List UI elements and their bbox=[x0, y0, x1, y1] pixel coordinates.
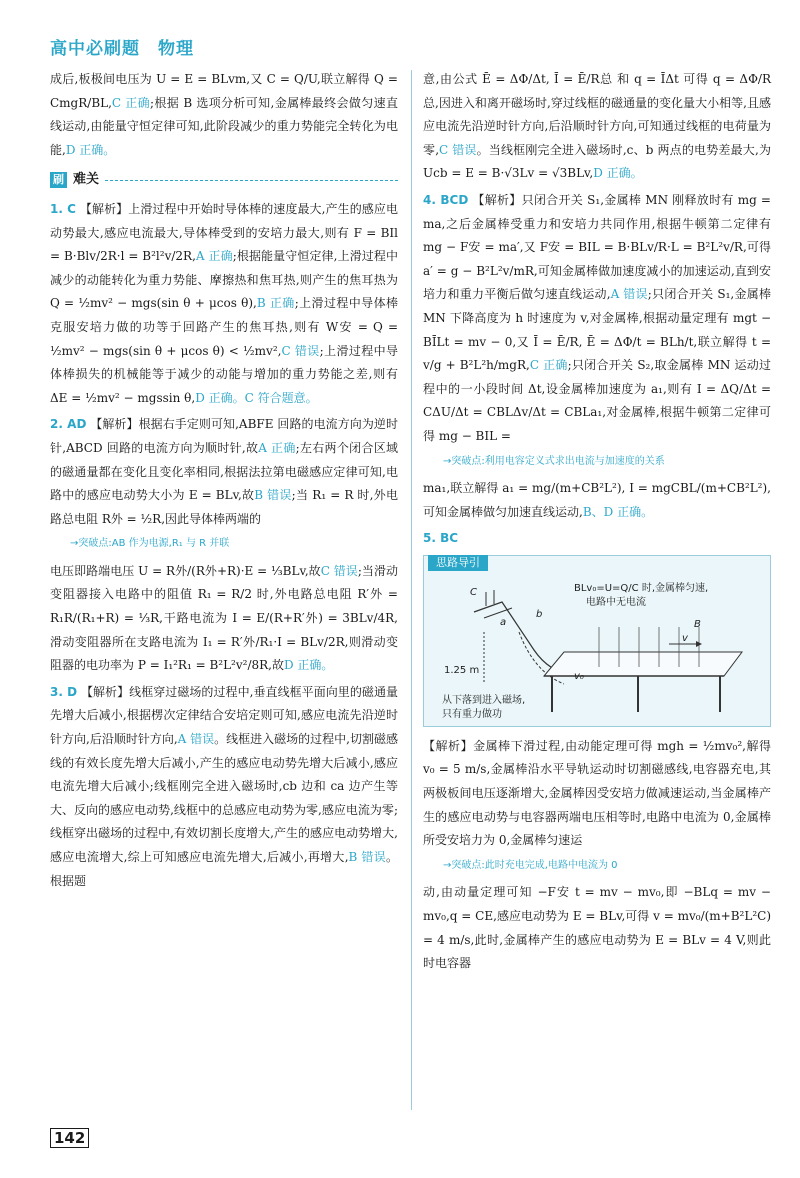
capacitor-label: C bbox=[470, 586, 477, 598]
text: 。当线框刚完全进入磁场时,c、b 两点的电势差最大,为 Ucb = E = B·√3Lv = √3BLv, bbox=[423, 142, 771, 181]
answer-mark: B、D 正确。 bbox=[582, 504, 654, 519]
question-number: 1. C bbox=[50, 201, 76, 216]
guide-title: 思路导引 bbox=[428, 555, 488, 571]
section-rule bbox=[105, 180, 398, 181]
answer-mark: A 错误 bbox=[610, 287, 648, 302]
question-number: 3. D bbox=[50, 684, 78, 699]
answer-mark: A 正确 bbox=[195, 249, 233, 264]
question-3 bbox=[50, 681, 398, 893]
thinking-guide-figure bbox=[423, 555, 771, 727]
question-5-cont bbox=[423, 881, 771, 975]
page-number: 142 bbox=[50, 1128, 89, 1148]
breakthrough-note: → 突破点:此时充电完成,电路中电流为 0 bbox=[443, 854, 771, 878]
breakthrough-note: → 突破点:利用电容定义式求出电流与加速度的关系 bbox=[443, 450, 771, 474]
answer-mark: D 正确。 bbox=[593, 166, 643, 181]
answer-mark: C 正确 bbox=[111, 95, 151, 110]
text: ;左右两个闭合区域的磁通量都在变化且变化率相同,根据法拉第电磁感应定律可知,电路中的感应电动势大小为 E = BLv,故 bbox=[50, 440, 398, 503]
text: 【解析】上滑过程中开始时导体棒的速度最大,产生的感应电动势最大,感应电流最大,导体棒受到的安培力最大,则有 F = BIl = B·Blv/2R·l = B²l²v/2R, bbox=[50, 201, 398, 264]
text: 动,由动量定理可知 −F安 t = mv − mv₀,即 −BLq = mv − mv₀,q = CE,感应电动势为 E = BLv,可得 v = mv₀/(m+B²L²C) = 4 m/s,此时,金属棒产生的感应电动势为 E = BLv = 4 V,则此时电容器 bbox=[423, 885, 771, 971]
text: 成后,板极间电压为 U = E = BLvm,又 C = Q/U,联立解得 Q = CmgR/BL, bbox=[50, 72, 398, 110]
breakthrough-note: → 突破点:AB 作为电源,R₁ 与 R 并联 bbox=[70, 532, 398, 556]
text: ;上滑过程中导体棒克服安培力做的功等于回路产生的焦耳热,则有 W安 = Q = ½mv² − mgs(sin θ + μcos θ) < ½mv², bbox=[50, 296, 398, 358]
question-2-cont bbox=[50, 560, 398, 678]
left-column bbox=[50, 68, 398, 896]
question-5 bbox=[423, 735, 771, 853]
guide-annotation: 从下落到进入磁场, bbox=[442, 694, 526, 706]
text: 意,由公式 Ē = ΔΦ/Δt, Ī = Ē/R总 和 q = ĪΔt 可得 q = ΔΦ/R总,因进入和离开磁场时,穿过线框的磁通量的变化量大小相等,且感应电流先沿逆时针方向,后沿顺时针方向,可知通过线框的电荷量为零, bbox=[423, 72, 771, 157]
field-label: B bbox=[694, 618, 701, 630]
column-divider bbox=[411, 70, 412, 1110]
guide-annotation: BLv₀=U=Q/C 时,金属棒匀速, bbox=[574, 582, 709, 594]
question-1 bbox=[50, 198, 398, 410]
text: 【解析】金属棒下滑过程,由动能定理可得 mgh = ½mv₀²,解得 v₀ = 5 m/s,金属棒沿水平导轨运动时切割磁感线,电容器充电,其两极板间电压逐渐增大,金属棒因受安培力做减速运动,当金属棒产生的感应电动势与电容器两端电压相等时,电路中电流为 0,金属棒所受安培力为 0,金属棒匀速运 bbox=[423, 738, 771, 848]
text: ;当滑动变阻器接入电路中的阻值 R₁ = R/2 时,外电路总电阻 R′外 = R₁R/(R₁+R) = ⅓R,干路电流为 I = E/(R+R′外) = 3BLv/4R,滑动变阻器所在支路电流为 I₁ = R′外/R₁·I = BLv/2R,则滑动变阻器的电功率为 P = I₁²R₁ = B²L²v²/8R,故 bbox=[50, 563, 399, 673]
text: ma₁,联立解得 a₁ = mg/(m+CB²L²), I = mgCBL/(m+CB²L²),可知金属棒做匀加速直线运动, bbox=[423, 481, 771, 519]
section-hard bbox=[50, 168, 398, 192]
text: 【解析】只闭合开关 S₁,金属棒 MN 刚释放时有 mg = ma,之后金属棒受重力和安培力共同作用,根据牛顿第二定律有 mg − F安 = ma′,又 F安 = BIL = B·BLv/R·L = B²L²v/R,可得 a′ = g − B²L²v/mR,可知金属棒做加速度减小的加速运动,直到安培力和重力平衡后做匀速直线运动, bbox=[423, 192, 771, 302]
text: ;只闭合开关 S₂,取金属棒 MN 运动过程中的一小段时间 Δt,设金属棒加速度为 a₁,则有 I = ΔQ/Δt = CΔU/Δt = CBLΔv/Δt = CBLa₁,对金属棒,根据牛顿第二定律可得 mg − BIL = bbox=[423, 358, 771, 443]
answer-mark: B 错误 bbox=[254, 488, 292, 503]
text: ;根据 B 选项分析可知,金属棒最终会做匀速直线运动,由能量守恒定律可知,此阶段减少的重力势能完全转化为电能, bbox=[50, 95, 398, 157]
question-number: 4. BCD bbox=[423, 192, 469, 207]
question-number: 5. BC bbox=[423, 531, 459, 546]
text: 。线框进入磁场的过程中,切割磁感线的有效长度先增大后减小,产生的感应电动势先增大后减小,感应电流先增大后减小;线框刚完全进入磁场时,cb 边和 ca 边产生等大、反向的感应电动势,线框中的总感应电动势为零,感应电流为零;线框穿出磁场的过程中,有效切割长度增大,产生的感应电动势增大,感应电流增大,综上可知感应电流先增大,后减小,再增大, bbox=[50, 732, 398, 864]
answer-mark: D 正确。 bbox=[65, 142, 116, 157]
paragraph-continued bbox=[50, 68, 398, 162]
answer-mark: B 错误 bbox=[348, 850, 386, 864]
answer-mark: B 正确 bbox=[256, 296, 295, 311]
answer-mark: C 错误 bbox=[439, 142, 477, 157]
answer-mark: D 正确。 bbox=[284, 658, 334, 673]
question-4-cont bbox=[423, 477, 771, 524]
text: 【解析】线框穿过磁场的过程中,垂直线框平面向里的磁通量先增大后减小,根据楞次定律结合安培定则可知,感应电流先沿逆时针方向,后沿顺时针方向, bbox=[50, 684, 398, 747]
velocity-label: v bbox=[682, 632, 688, 644]
question-3-cont bbox=[423, 68, 771, 186]
section-badge: 刷 bbox=[50, 172, 67, 188]
point-b-label: b bbox=[536, 608, 543, 620]
answer-mark: C 错误 bbox=[281, 343, 320, 358]
text: ;根据能量守恒定律,上滑过程中减少的动能转化为重力势能、摩擦热和焦耳热,则产生的焦耳热为 Q = ½mv² − mgs(sin θ + μcos θ), bbox=[50, 249, 399, 311]
point-a-label: a bbox=[500, 616, 507, 628]
answer-mark: D 正确。C 符合题意。 bbox=[195, 390, 318, 405]
answer-mark: A 正确 bbox=[258, 440, 296, 455]
text: ;上滑过程中导体棒损失的机械能等于减少的动能与增加的重力势能之差,则有 ΔE = ½mv² − mgssin θ, bbox=[50, 343, 399, 405]
page-header-title: 高中必刷题 物理 bbox=[50, 39, 194, 59]
text: 电压即路端电压 U = R外/(R外+R)·E = ⅓BLv,故 bbox=[50, 563, 321, 578]
section-label: 难关 bbox=[73, 172, 100, 188]
height-label: 1.25 m bbox=[444, 664, 480, 676]
right-column bbox=[423, 68, 771, 979]
initial-velocity-label: v₀ bbox=[574, 670, 584, 682]
text: ;只闭合开关 S₁,金属棒 MN 下降高度为 h 时速度为 v,对金属棒,根据动量定理有 mgt − BĪLt = mv − 0,又 Ī = Ē/R, Ē = ΔΦ/t = BLh/t,联立解得 t = v/g + B²L²h/mgR, bbox=[423, 287, 771, 373]
text: 。根据题 bbox=[50, 850, 399, 888]
answer-mark: A 错误 bbox=[177, 732, 215, 747]
question-2 bbox=[50, 413, 398, 531]
question-number: 2. AD bbox=[50, 417, 87, 432]
guide-annotation: 只有重力做功 bbox=[442, 708, 502, 720]
question-4 bbox=[423, 189, 771, 449]
answer-mark: C 正确 bbox=[529, 358, 568, 373]
question-5-heading bbox=[423, 527, 771, 551]
text: ;当 R₁ = R 时,外电路总电阻 R外 = ½R,因此导体棒两端的 bbox=[50, 488, 398, 526]
text: 【解析】根据右手定则可知,ABFE 回路的电流方向为逆时针,ABCD 回路的电流方向为顺时针,故 bbox=[50, 417, 398, 455]
guide-annotation: 电路中无电流 bbox=[586, 596, 646, 608]
answer-mark: C 错误 bbox=[320, 563, 358, 578]
